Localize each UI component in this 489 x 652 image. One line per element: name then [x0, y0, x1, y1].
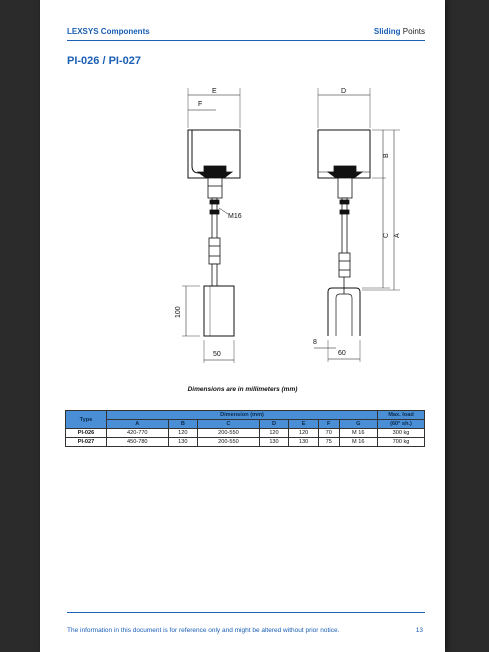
- row-type: PI-026: [66, 429, 107, 438]
- footer-rule: [67, 612, 425, 613]
- label-A: A: [394, 233, 401, 238]
- page-number: 13: [415, 627, 423, 634]
- header-rule: [67, 40, 425, 41]
- table-cell: 120: [289, 429, 319, 438]
- label-50: 50: [213, 351, 221, 358]
- label-B: B: [383, 153, 390, 158]
- label-D: D: [341, 88, 347, 95]
- col-header: A: [107, 420, 169, 429]
- table-cell: 120: [168, 429, 198, 438]
- load-header-1: Max. load: [378, 411, 425, 420]
- table-cell: M 16: [339, 429, 377, 438]
- table-row: [66, 438, 425, 447]
- label-M16-left: M16: [228, 213, 242, 220]
- section-bold: Sliding: [373, 27, 401, 36]
- brand-header: LEXSYS Components: [67, 27, 150, 36]
- dimension-header: Dimension (mm): [107, 411, 378, 420]
- label-C: C: [383, 232, 390, 238]
- label-F: F: [198, 101, 203, 108]
- row-load: 300 kg: [378, 429, 425, 438]
- col-header: D: [259, 420, 289, 429]
- col-header: G: [339, 420, 377, 429]
- table-row: [66, 429, 425, 438]
- table-cell: 420-770: [107, 429, 169, 438]
- document-page: [40, 0, 445, 652]
- table-cell: 200-550: [198, 438, 260, 447]
- row-type: PI-027: [66, 438, 107, 447]
- table-cell: 130: [168, 438, 198, 447]
- label-8: 8: [313, 339, 317, 346]
- table-cell: 200-550: [198, 429, 260, 438]
- row-load: 700 kg: [378, 438, 425, 447]
- page-title: PI-026 / PI-027: [67, 55, 141, 67]
- section-header: [374, 27, 425, 36]
- col-header: C: [198, 420, 260, 429]
- table-cell: M 16: [339, 438, 377, 447]
- label-E: E: [212, 88, 217, 95]
- table-cell: 450-780: [107, 438, 169, 447]
- technical-drawing: [100, 78, 400, 378]
- table-cell: 120: [259, 429, 289, 438]
- table-cell: 70: [318, 429, 339, 438]
- table-cell: 75: [318, 438, 339, 447]
- table-cell: 130: [289, 438, 319, 447]
- col-header: E: [289, 420, 319, 429]
- footer-note: The information in this document is for reference only and might be altered without prior notice.: [67, 627, 340, 634]
- type-header: Type: [66, 411, 107, 429]
- col-header: B: [168, 420, 198, 429]
- drawing-caption: Dimensions are in millimeters (mm): [187, 386, 298, 393]
- col-header: F: [318, 420, 339, 429]
- label-60: 60: [338, 350, 346, 357]
- table-cell: 130: [259, 438, 289, 447]
- specification-table: [65, 410, 425, 447]
- label-100: 100: [175, 306, 182, 318]
- load-header-2: (60° sh.): [378, 420, 425, 429]
- section-rest: Points: [400, 27, 425, 36]
